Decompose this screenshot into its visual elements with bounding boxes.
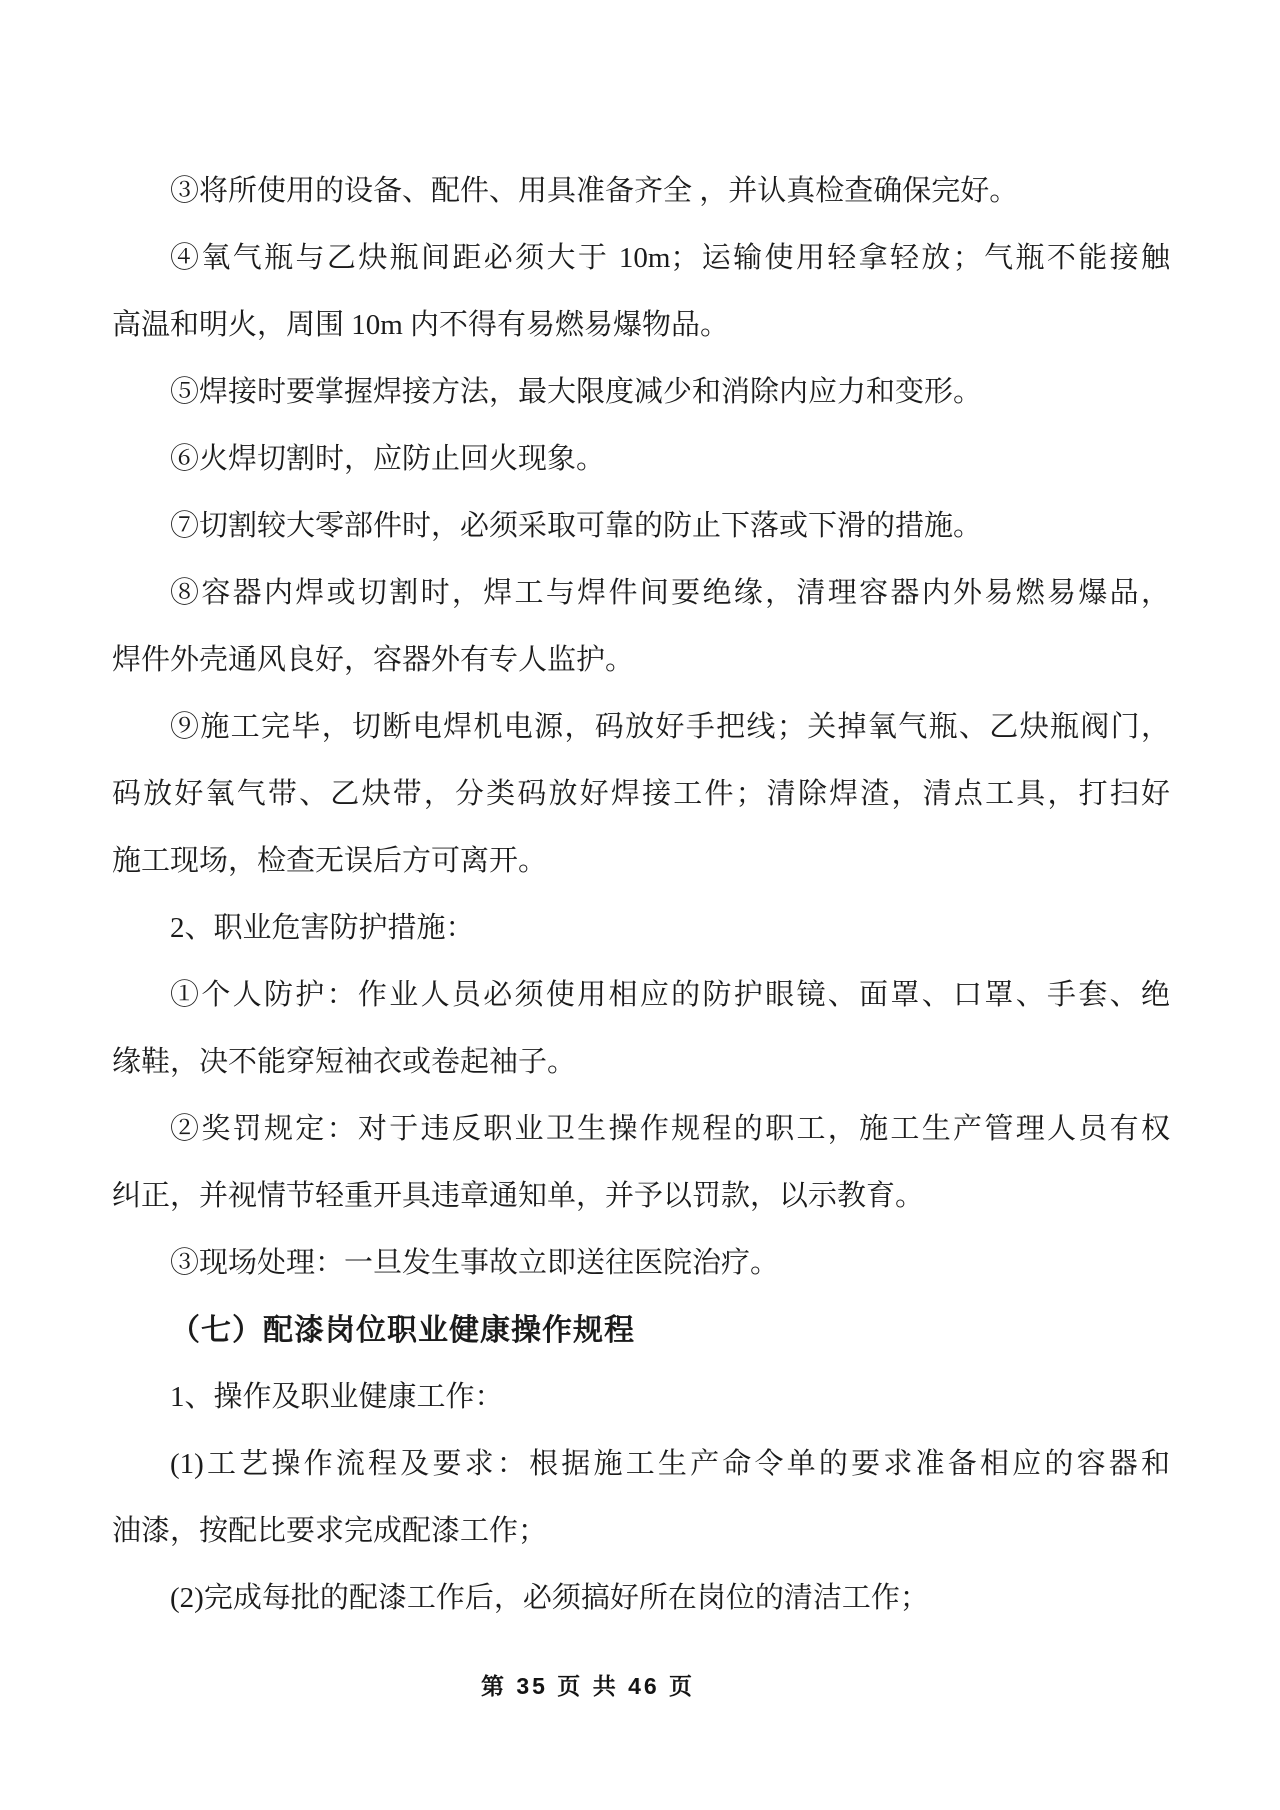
text-line: 2、职业危害防护措施： [170,912,475,944]
text-line: （七）配漆岗位职业健康操作规程 [170,1314,635,1347]
text-line: 焊件外壳通风良好，容器外有专人监护。 [112,644,635,676]
text-line: 缘鞋，决不能穿短袖衣或卷起袖子。 [112,1046,577,1078]
paragraph [112,1565,1170,1632]
text-line: ⑧容器内焊或切割时，焊工与焊件间要绝缘，清理容器内外易燃易爆品， [170,577,1170,609]
text-line: 油漆，按配比要求完成配漆工作； [112,1515,548,1547]
paragraph [112,493,1170,560]
paragraph [112,962,1170,1096]
paragraph [112,895,1170,962]
text-line: ③将所使用的设备、配件、用具准备齐全 ，并认真检查确保完好。 [170,175,1019,207]
paragraph [112,694,1170,895]
text-line: ①个人防护：作业人员必须使用相应的防护眼镜、面罩、口罩、手套、绝 [170,979,1170,1011]
text-line: ⑨施工完毕，切断电焊机电源，码放好手把线；关掉氧气瓶、乙炔瓶阀门， [170,711,1170,743]
text-line: 码放好氧气带、乙炔带，分类码放好焊接工件；清除焊渣，清点工具，打扫好 [112,778,1170,810]
paragraph [112,426,1170,493]
text-line: ④氧气瓶与乙炔瓶间距必须大于 10m；运输使用轻拿轻放；气瓶不能接触 [170,242,1170,274]
paragraph [112,1364,1170,1431]
text-line: ⑥火焊切割时，应防止回火现象。 [170,443,606,475]
text-line: ③现场处理：一旦发生事故立即送往医院治疗。 [170,1247,780,1279]
document-content [112,158,1170,1632]
text-line: ②奖罚规定：对于违反职业卫生操作规程的职工，施工生产管理人员有权 [170,1113,1170,1145]
text-line: 1、操作及职业健康工作： [170,1381,504,1413]
text-line: (1)工艺操作流程及要求：根据施工生产命令单的要求准备相应的容器和 [170,1448,1170,1480]
paragraph [112,158,1170,225]
paragraph [112,560,1170,694]
paragraph [112,225,1170,359]
text-line: ⑤焊接时要掌握焊接方法，最大限度减少和消除内应力和变形。 [170,376,983,408]
page-footer: 第 35 页 共 46 页 [480,1673,696,1699]
text-line: ⑦切割较大零部件时，必须采取可靠的防止下落或下滑的措施。 [170,510,983,542]
paragraph [112,1230,1170,1297]
text-line: 纠正，并视情节轻重开具违章通知单，并予以罚款，以示教育。 [112,1180,925,1212]
paragraph [112,1096,1170,1230]
paragraph [112,1431,1170,1565]
text-line: 高温和明火，周围 10m 内不得有易燃易爆物品。 [112,309,730,341]
text-line: (2)完成每批的配漆工作后，必须搞好所在岗位的清洁工作； [170,1582,929,1614]
text-line: 施工现场，检查无误后方可离开。 [112,845,548,877]
section-heading [112,1297,1170,1364]
paragraph [112,359,1170,426]
